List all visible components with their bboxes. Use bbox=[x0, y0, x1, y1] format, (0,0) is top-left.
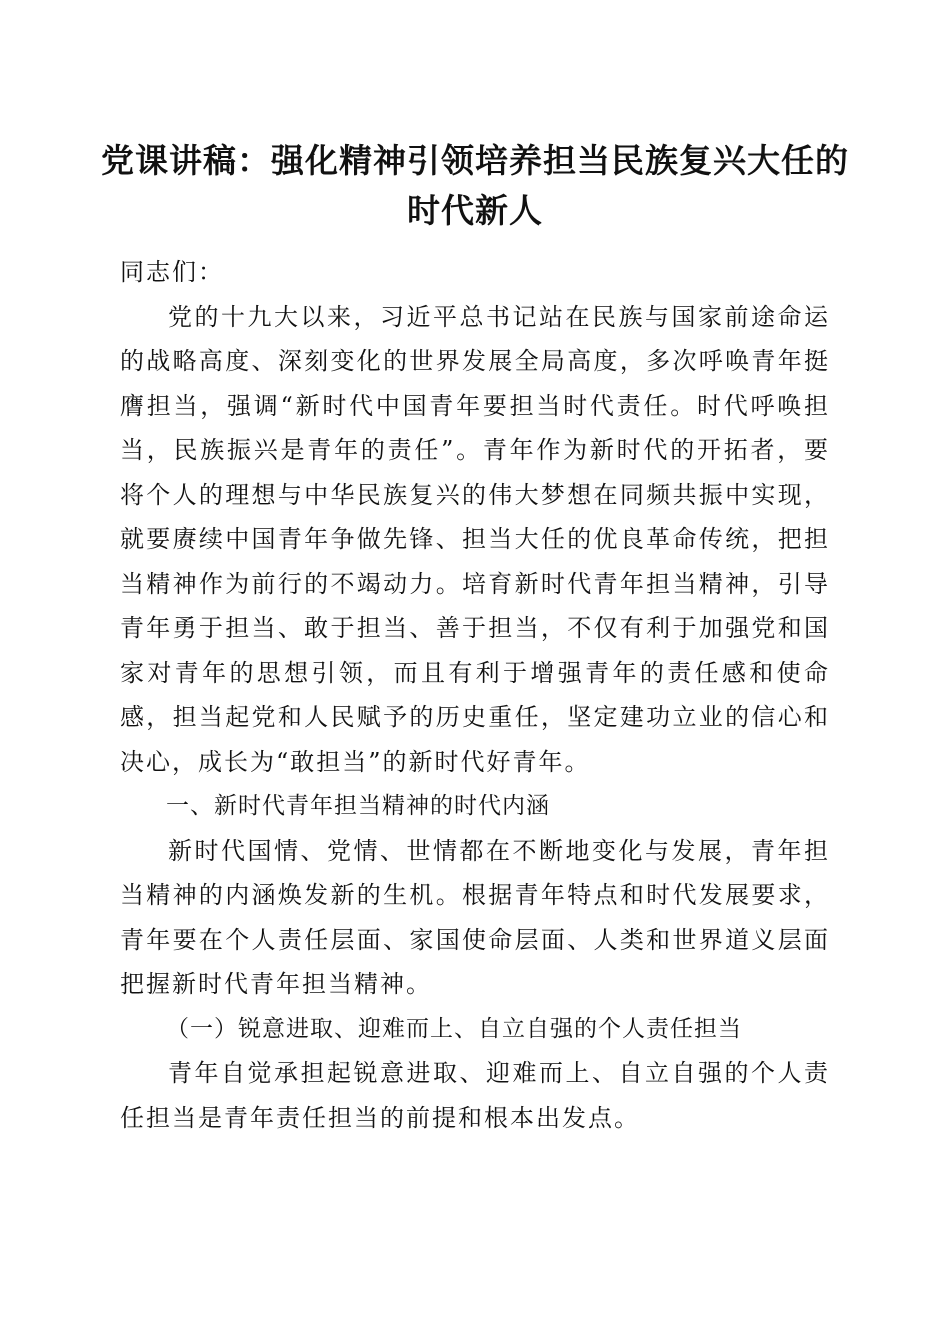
document-body bbox=[120, 250, 830, 1140]
paragraph-subsection-1: 青年自觉承担起锐意进取、迎难而上、自立自强的个人责任担当是青年责任担当的前提和根本出发点。 bbox=[120, 1059, 830, 1132]
subsection-heading-1: （一）锐意进取、迎难而上、自立自强的个人责任担当 bbox=[166, 1015, 742, 1042]
section-heading-1: 一、新时代青年担当精神的时代内涵 bbox=[166, 793, 550, 819]
document-title: 党课讲稿：强化精神引领培养担当民族复兴大任的时代新人 bbox=[101, 141, 849, 230]
paragraph-intro: 党的十九大以来，习近平总书记站在民族与国家前途命运的战略高度、深刻变化的世界发展全局高度，多次呼唤青年挺膺担当，强调“新时代中国青年要担当时代责任。时代呼唤担当，民族振兴是青年的责任”。青年作为新时代的开拓者，要将个人的理想与中华民族复兴的伟大梦想在同频共振中实现，就要赓续中国青年争做先锋、担当大任的优良革命传统，把担当精神作为前行的不竭动力。培育新时代青年担当精神，引导青年勇于担当、敢于担当、善于担当，不仅有利于加强党和国家对青年的思想引领，而且有利于增强青年的责任感和使命感，担当起党和人民赋予的历史重任，坚定建功立业的信心和决心，成长为“敢担当”的新时代好青年。 bbox=[120, 302, 830, 776]
paragraph-section-1: 新时代国情、党情、世情都在不断地变化与发展，青年担当精神的内涵焕发新的生机。根据青年特点和时代发展要求，青年要在个人责任层面、家国使命层面、人类和世界道义层面把握新时代青年担当精神。 bbox=[120, 836, 830, 998]
salutation: 同志们： bbox=[120, 258, 224, 286]
